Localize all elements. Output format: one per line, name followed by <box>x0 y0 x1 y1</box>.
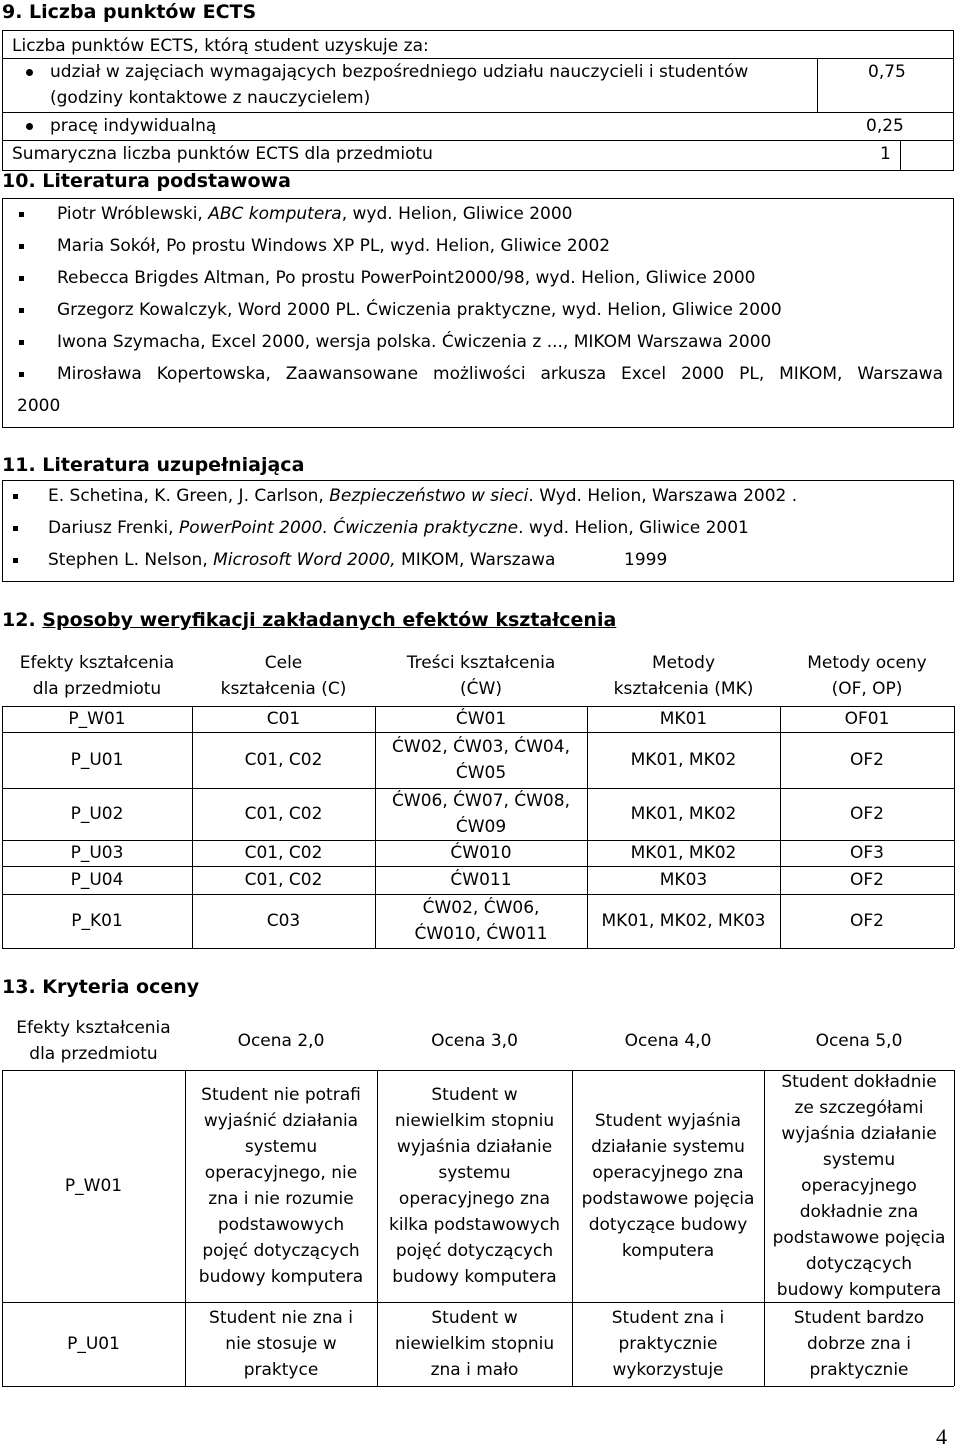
verification-cell <box>192 840 375 866</box>
table-rule <box>2 948 954 949</box>
cell-text: Student w niewielkim stopniu zna i mało <box>394 1308 555 1380</box>
cell-text: MK01, MK02 <box>630 843 737 863</box>
divider <box>900 140 901 171</box>
cell-text: Student dokładnie ze szczegółami wyjaśnia działanie systemu operacyjnego dokładnie zna podstawowe pojęcia dotyczących budowy komputera <box>772 1072 946 1300</box>
cell-text: MK01 <box>659 709 708 729</box>
criteria-cell <box>2 1302 185 1386</box>
cell-text: Ocena 2,0 <box>237 1031 325 1051</box>
literature-item: Maria Sokół, Po prostu Windows XP PL, wyd. Helion, Gliwice 2002 <box>57 236 611 256</box>
verification-cell <box>192 788 375 840</box>
cell-text: Cele kształcenia (C) <box>220 653 347 699</box>
verification-cell <box>2 706 192 732</box>
verification-header-cell <box>192 646 375 706</box>
literature-extra-item: Dariusz Frenki, PowerPoint 2000. Ćwiczenia praktyczne. wyd. Helion, Gliwice 2001 <box>48 518 749 538</box>
cell-text: P_U04 <box>70 870 124 890</box>
criteria-cell <box>185 1070 377 1302</box>
section-9-heading: 9. Liczba punktów ECTS <box>2 1 257 23</box>
ects-row2-label: pracę indywidualną <box>50 116 217 136</box>
ects-row2-value: 0,25 <box>866 116 904 136</box>
verification-cell <box>375 788 587 840</box>
criteria-header-cell <box>377 1012 572 1070</box>
divider <box>817 58 818 112</box>
criteria-cell <box>377 1070 572 1302</box>
cell-text: OF3 <box>850 843 884 863</box>
literature-extra-item: E. Schetina, K. Green, J. Carlson, Bezpieczeństwo w sieci. Wyd. Helion, Warszawa 2002 . <box>48 486 798 506</box>
literature-item: Iwona Szymacha, Excel 2000, wersja polska. Ćwiczenia z ..., MIKOM Warszawa 2000 <box>57 332 772 352</box>
bullet-square-icon <box>19 276 24 281</box>
verification-cell <box>375 894 587 948</box>
verification-cell <box>780 866 954 894</box>
verification-header-cell <box>780 646 954 706</box>
cell-text: C03 <box>266 911 301 931</box>
ects-intro: Liczba punktów ECTS, którą student uzyskuje za: <box>12 36 429 56</box>
cell-text: Student w niewielkim stopniu wyjaśnia działanie systemu operacyjnego zna kilka podstawowych pojęć dotyczących budowy komputera <box>389 1085 560 1287</box>
verification-cell <box>780 894 954 948</box>
cell-text: P_U01 <box>67 1334 120 1354</box>
cell-text: ĆW010 <box>450 843 512 863</box>
page-number: 4 <box>936 1424 947 1449</box>
verification-cell <box>587 866 780 894</box>
ects-row1-line1: udział w zajęciach wymagających bezpośredniego udziału nauczycieli i studentów <box>50 62 749 82</box>
cell-text: Student zna i praktycznie wykorzystuje <box>611 1308 725 1380</box>
cell-text: Student bardzo dobrze zna i praktycznie <box>793 1308 925 1380</box>
cell-text: ĆW06, ĆW07, ĆW08, ĆW09 <box>392 791 570 837</box>
literature-item: Rebecca Brigdes Altman, Po prostu PowerPoint2000/98, wyd. Helion, Gliwice 2000 <box>57 268 756 288</box>
cell-text: C01, C02 <box>244 843 323 863</box>
cell-text: OF01 <box>844 709 890 729</box>
section-10-heading: 10. Literatura podstawowa <box>2 170 291 192</box>
table-rule <box>2 1386 954 1387</box>
literature-extra-item: Stephen L. Nelson, Microsoft Word 2000, MIKOM, Warszawa <box>48 550 556 570</box>
literature-item: Mirosława Kopertowska, Zaawansowane możliwości arkusza Excel 2000 PL, MIKOM, Warszawa <box>57 364 943 384</box>
literature-extra-year: 1999 <box>624 550 668 570</box>
cell-text: ĆW011 <box>450 870 512 890</box>
literature-item: Grzegorz Kowalczyk, Word 2000 PL. Ćwiczenia praktyczne, wyd. Helion, Gliwice 2000 <box>57 300 782 320</box>
criteria-cell <box>572 1302 764 1386</box>
ects-row1-line2: (godziny kontaktowe z nauczycielem) <box>50 88 371 108</box>
criteria-header-cell <box>572 1012 764 1070</box>
bullet-icon <box>26 123 33 130</box>
cell-text: C01, C02 <box>244 750 323 770</box>
cell-text: OF2 <box>850 870 884 890</box>
criteria-header-cell <box>764 1012 954 1070</box>
verification-cell <box>192 732 375 788</box>
criteria-cell <box>764 1302 954 1386</box>
cell-text: Student nie potrafi wyjaśnić działania systemu operacyjnego, nie zna i nie rozumie podstawowych pojęć dotyczących budowy komputera <box>198 1085 364 1287</box>
verification-cell <box>780 732 954 788</box>
verification-cell <box>375 732 587 788</box>
verification-cell <box>587 706 780 732</box>
cell-text: C01 <box>266 709 301 729</box>
table-rule <box>954 1070 955 1386</box>
verification-cell <box>587 788 780 840</box>
verification-cell <box>587 894 780 948</box>
bullet-square-icon <box>19 372 24 377</box>
bullet-square-icon <box>19 308 24 313</box>
verification-header-cell <box>587 646 780 706</box>
cell-text: Student nie zna i nie stosuje w praktyce <box>209 1308 353 1380</box>
criteria-cell <box>185 1302 377 1386</box>
table-rule <box>954 706 955 948</box>
criteria-cell <box>377 1302 572 1386</box>
cell-text: P_K01 <box>71 911 123 931</box>
cell-text: ĆW02, ĆW03, ĆW04, ĆW05 <box>392 737 570 783</box>
bullet-icon <box>26 69 33 76</box>
cell-text: Efekty kształcenia dla przedmiotu <box>19 653 175 699</box>
criteria-header-cell <box>2 1012 185 1070</box>
divider <box>2 140 954 141</box>
cell-text: Ocena 5,0 <box>815 1031 903 1051</box>
cell-text: MK01, MK02, MK03 <box>601 911 766 931</box>
verification-cell <box>192 866 375 894</box>
section-13-heading: 13. Kryteria oceny <box>2 976 200 998</box>
cell-text: MK01, MK02 <box>630 804 737 824</box>
literature-item-continuation: 2000 <box>17 396 61 416</box>
verification-header-cell <box>375 646 587 706</box>
section-12-heading: 12. Sposoby weryfikacji zakładanych efektów kształcenia <box>2 609 617 631</box>
bullet-square-icon <box>13 494 18 499</box>
cell-text: P_U01 <box>70 750 124 770</box>
cell-text: MK01, MK02 <box>630 750 737 770</box>
ects-sum-label: Sumaryczna liczba punktów ECTS dla przedmiotu <box>12 144 433 164</box>
cell-text: Ocena 3,0 <box>431 1031 518 1051</box>
cell-text: P_U03 <box>70 843 124 863</box>
cell-text: Ocena 4,0 <box>624 1031 712 1051</box>
criteria-cell <box>572 1070 764 1302</box>
literature-item: Piotr Wróblewski, ABC komputera, wyd. Helion, Gliwice 2000 <box>57 204 573 224</box>
section-11-heading: 11. Literatura uzupełniająca <box>2 454 305 476</box>
verification-cell <box>2 894 192 948</box>
verification-header-cell <box>2 646 192 706</box>
cell-text: ĆW01 <box>455 709 507 729</box>
verification-cell <box>192 706 375 732</box>
ects-row1-value: 0,75 <box>868 62 906 82</box>
divider <box>2 112 954 113</box>
verification-cell <box>780 788 954 840</box>
cell-text: OF2 <box>850 911 884 931</box>
cell-text: ĆW02, ĆW06, ĆW010, ĆW011 <box>414 898 548 944</box>
verification-cell <box>780 840 954 866</box>
verification-cell <box>2 866 192 894</box>
criteria-cell <box>2 1070 185 1302</box>
cell-text: Efekty kształcenia dla przedmiotu <box>16 1018 171 1064</box>
verification-cell <box>375 706 587 732</box>
verification-cell <box>2 732 192 788</box>
verification-cell <box>780 706 954 732</box>
bullet-square-icon <box>13 526 18 531</box>
verification-cell <box>587 840 780 866</box>
verification-cell <box>587 732 780 788</box>
cell-text: Metody oceny (OF, OP) <box>807 653 927 699</box>
verification-cell <box>2 788 192 840</box>
cell-text: OF2 <box>850 804 884 824</box>
bullet-square-icon <box>19 340 24 345</box>
verification-cell <box>375 866 587 894</box>
ects-sum-value: 1 <box>880 144 891 164</box>
bullet-square-icon <box>13 558 18 563</box>
cell-text: Treści kształcenia (ĆW) <box>406 653 556 699</box>
verification-cell <box>192 894 375 948</box>
cell-text: Student wyjaśnia działanie systemu operacyjnego zna podstawowe pojęcia dotyczące budowy komputera <box>581 1111 755 1261</box>
cell-text: C01, C02 <box>244 804 323 824</box>
cell-text: P_W01 <box>68 709 126 729</box>
cell-text: OF2 <box>850 750 884 770</box>
bullet-square-icon <box>19 244 24 249</box>
criteria-header-cell <box>185 1012 377 1070</box>
cell-text: P_W01 <box>64 1176 123 1196</box>
verification-cell <box>2 840 192 866</box>
criteria-cell <box>764 1070 954 1302</box>
bullet-square-icon <box>19 212 24 217</box>
cell-text: MK03 <box>659 870 708 890</box>
divider <box>2 58 954 59</box>
cell-text: Metody kształcenia (MK) <box>613 653 754 699</box>
cell-text: P_U02 <box>70 804 124 824</box>
cell-text: C01, C02 <box>244 870 323 890</box>
verification-cell <box>375 840 587 866</box>
